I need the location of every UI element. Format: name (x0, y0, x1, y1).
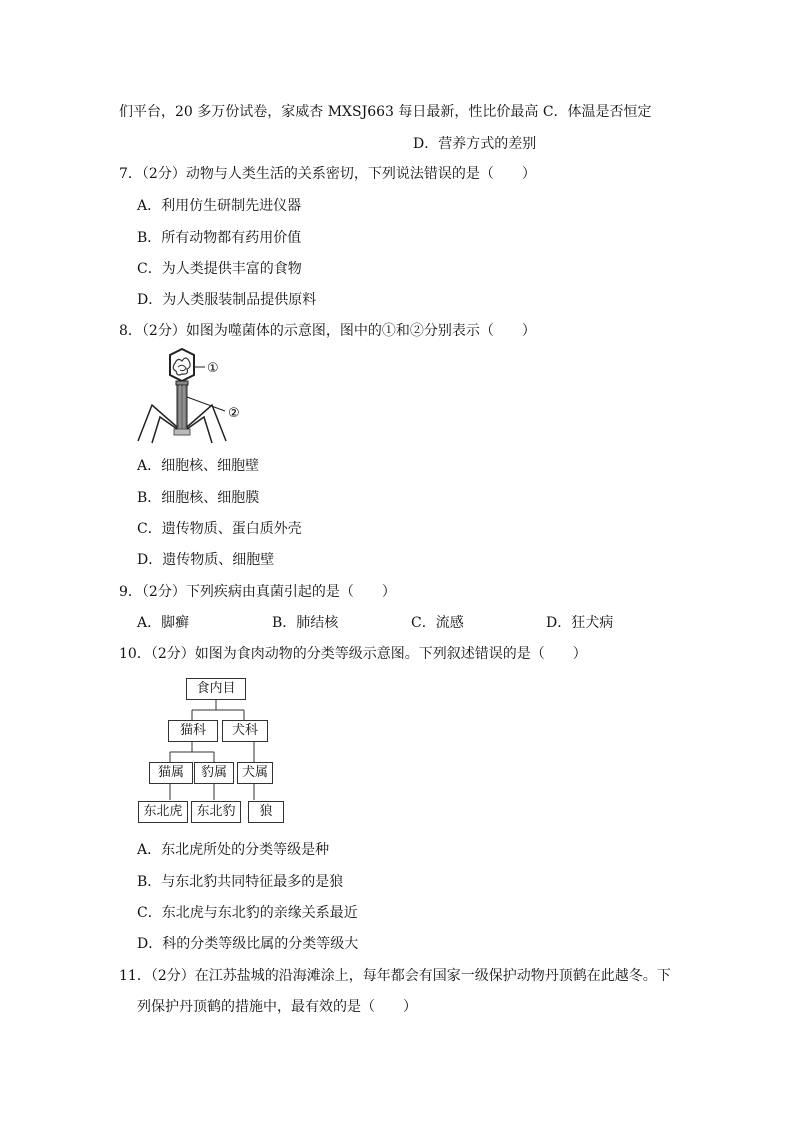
q9-option-d[interactable]: D．狂犬病 (546, 615, 614, 631)
tree-node-genus-felis: 猫属 (149, 762, 193, 784)
q10-option-a[interactable]: A．东北虎所处的分类等级是种 (137, 842, 330, 858)
q8-stem: 8．（2分）如图为噬菌体的示意图，图中的①和②分别表示（ ） (119, 323, 536, 339)
q10-option-d[interactable]: D．科的分类等级比属的分类等级大 (137, 936, 359, 952)
tree-node-genus-canis: 犬属 (237, 762, 273, 784)
q7-option-c[interactable]: C．为人类提供丰富的食物 (137, 261, 302, 277)
q8-option-b[interactable]: B．细胞核、细胞膜 (137, 490, 260, 506)
q8-option-c[interactable]: C．遗传物质、蛋白质外壳 (137, 521, 302, 537)
tree-node-family-cat: 猫科 (168, 720, 218, 742)
q8-option-a[interactable]: A．细胞核、细胞壁 (137, 458, 260, 474)
q9-stem: 9．（2分）下列疾病由真菌引起的是（ ） (119, 584, 396, 600)
q6-option-d: D．营养方式的差别 (413, 136, 537, 152)
tree-node-family-dog: 犬科 (222, 720, 268, 742)
tree-node-species-leopard: 东北豹 (191, 801, 241, 823)
tree-node-species-tiger: 东北虎 (138, 801, 188, 823)
q8-option-d[interactable]: D．遗传物质、细胞壁 (137, 552, 275, 568)
bacteriophage-diagram (130, 345, 260, 450)
q11-stem-line2: 列保护丹顶鹤的措施中，最有效的是（ ） (137, 999, 417, 1015)
q7-option-d[interactable]: D．为人类服装制品提供原料 (137, 292, 317, 308)
label-2: ② (228, 406, 240, 421)
tree-node-species-wolf: 狼 (248, 801, 284, 823)
q10-option-b[interactable]: B．与东北豹共同特征最多的是狼 (137, 874, 344, 890)
q10-stem: 10．（2分）如图为食肉动物的分类等级示意图。下列叙述错误的是（ ） (119, 646, 587, 662)
label-1: ① (207, 361, 219, 376)
header-line: 们平台，20 多万份试卷，家威杏 MXSJ663 每日最新，性比价最高 C．体温是否恒定 (119, 104, 652, 120)
q7-stem: 7．（2分）动物与人类生活的关系密切，下列说法错误的是（ ） (119, 166, 536, 182)
q7-option-b[interactable]: B．所有动物都有药用价值 (137, 230, 302, 246)
q10-option-c[interactable]: C．东北虎与东北豹的亲缘关系最近 (137, 905, 358, 921)
q9-option-c[interactable]: C．流感 (411, 615, 464, 631)
q11-stem-line1: 11．（2分）在江苏盐城的沿海滩涂上，每年都会有国家一级保护动物丹顶鹤在此越冬。下 (119, 968, 671, 984)
q9-option-b[interactable]: B．肺结核 (272, 615, 339, 631)
q7-option-a[interactable]: A．利用仿生研制先进仪器 (137, 198, 302, 214)
tree-node-order: 食内目 (186, 678, 246, 700)
tree-node-genus-panthera: 豹属 (194, 762, 234, 784)
q9-option-a[interactable]: A．脚癣 (137, 615, 190, 631)
